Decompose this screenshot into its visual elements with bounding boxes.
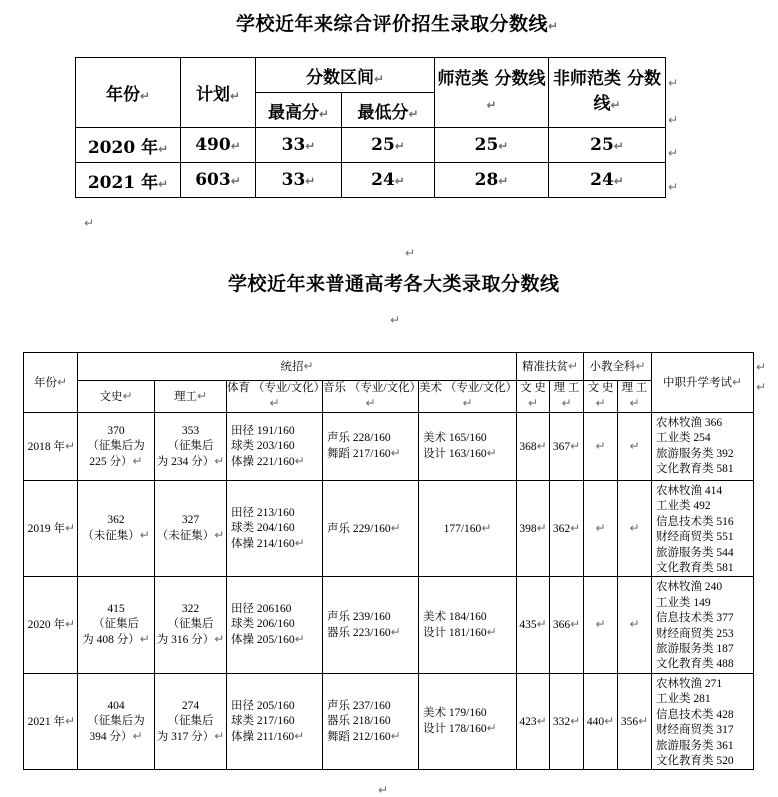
comprehensive-score-table [75,57,666,198]
cell-ligong: 327 （未征集）↵ [155,481,227,577]
header-xiaojiao: 小教全科↵ [584,353,652,381]
header-meishu: 美术 （专业/文化）↵ [419,381,517,413]
cell-jz-li: 366↵ [550,577,584,673]
cell-ligong: 322 （征集后 为 316 分）↵ [155,577,227,673]
cell-tiyu: 田径 213/160 球类 204/160 体操 214/160↵ [227,481,323,577]
cell-zhongzhi: 农林牧渔 271 工业类 281 信息技术类 428 财经商贸类 317 旅游服务类 361 文化教育类 520 [652,673,754,769]
cell-year: 2019 年↵ [24,481,78,577]
gaokao-score-table [23,352,754,770]
cell-xj-li: 356↵ [618,673,652,769]
header-year: 年份↵ [76,58,181,128]
header-tongzhao: 统招↵ [78,353,517,381]
cell-year: 2021 年↵ [24,673,78,769]
cell-meishu: 177/160↵ [419,481,517,577]
table-row [24,673,754,769]
cell-jz-wen: 423↵ [517,673,550,769]
header-xj-li: 理 工↵ [618,381,652,413]
cell-jz-li: 362↵ [550,481,584,577]
cell-xj-wen: ↵ [584,481,618,577]
cell-yinyue: 声乐 239/160 器乐 223/160↵ [323,577,419,673]
cell-xj-wen: 440↵ [584,673,618,769]
cell-xj-wen: ↵ [584,413,618,481]
header-tiyu: 体育 （专业/文化）↵ [227,381,323,413]
cell-wenshi: 362 （未征集）↵ [78,481,155,577]
cell-meishu: 美术 179/160 设计 178/160↵ [419,673,517,769]
cell-zhongzhi: 农林牧渔 366 工业类 254 旅游服务类 392 文化教育类 581 [652,413,754,481]
paragraph-mark: ↵ [84,216,95,230]
header-min-score: 最低分↵ [342,93,435,128]
cell-meishu: 美术 165/160 设计 163/160↵ [419,413,517,481]
header-nonnormal-line: 非师范类 分数线↵ [549,58,666,128]
header-jz-li: 理 工↵ [550,381,584,413]
cell-yinyue: 声乐 229/160↵ [323,481,419,577]
cell-zhongzhi: 农林牧渔 240 工业类 149 信息技术类 377 财经商贸类 253 旅游服务类 187 文化教育类 488 [652,577,754,673]
cell-ligong: 274 （征集后 为 317 分）↵ [155,673,227,769]
paragraph-mark: ↵ [668,180,679,194]
header-plan: 计划↵ [181,58,256,128]
cell-wenshi: 404 （征集后为 394 分）↵ [78,673,155,769]
header-normal-line: 师范类 分数线↵ [435,58,549,128]
header-xj-wen: 文 史↵ [584,381,618,413]
title-gaokao: 学校近年来普通高考各大类录取分数线 [228,273,560,295]
cell-ligong: 353 （征集后 为 234 分）↵ [155,413,227,481]
cell-xj-wen: ↵ [584,577,618,673]
paragraph-mark: ↵ [390,313,401,327]
table-row [24,481,754,577]
paragraph-mark: ↵ [405,246,416,260]
paragraph-mark: ↵ [668,113,679,127]
header-zhongzhi: 中职升学考试↵ [652,353,754,413]
title-comprehensive: 学校近年来综合评价招生录取分数线↵ [236,13,559,35]
cell-zhongzhi: 农林牧渔 414 工业类 492 信息技术类 516 财经商贸类 551 旅游服务类 544 文化教育类 581 [652,481,754,577]
header-jingzhun: 精准扶贫↵ [517,353,584,381]
cell-xj-li: ↵ [618,481,652,577]
paragraph-mark: ↵ [756,360,767,374]
header-year: 年份↵ [24,353,78,413]
header-ligong: 理工↵ [155,381,227,413]
cell-jz-wen: 435↵ [517,577,550,673]
header-max-score: 最高分↵ [256,93,342,128]
cell-year: 2018 年↵ [24,413,78,481]
header-score-range: 分数区间↵ [256,58,435,93]
cell-year: 2020 年↵ [24,577,78,673]
cell-tiyu: 田径 191/160 球类 203/160 体操 221/160↵ [227,413,323,481]
cell-tiyu: 田径 206160 球类 206/160 体操 205/160↵ [227,577,323,673]
cell-meishu: 美术 184/160 设计 181/160↵ [419,577,517,673]
header-yinyue: 音乐 （专业/文化）↵ [323,381,419,413]
paragraph-mark: ↵ [756,380,767,394]
table-row [24,577,754,673]
cell-tiyu: 田径 205/160 球类 217/160 体操 211/160↵ [227,673,323,769]
cell-xj-li: ↵ [618,413,652,481]
cell-jz-wen: 398↵ [517,481,550,577]
paragraph-mark: ↵ [668,76,679,90]
table-row: 2020 年↵ 490↵ 33↵ 25↵ 25↵ 25↵ [76,128,666,163]
paragraph-mark: ↵ [668,146,679,160]
header-jz-wen: 文 史↵ [517,381,550,413]
cell-yinyue: 声乐 237/160 器乐 218/160 舞蹈 212/160↵ [323,673,419,769]
cell-wenshi: 370 （征集后为 225 分）↵ [78,413,155,481]
header-wenshi: 文史↵ [78,381,155,413]
cell-jz-li: 332↵ [550,673,584,769]
paragraph-mark: ↵ [378,783,389,797]
cell-wenshi: 415 （征集后 为 408 分）↵ [78,577,155,673]
table-row [24,413,754,481]
cell-yinyue: 声乐 228/160 舞蹈 217/160↵ [323,413,419,481]
cell-jz-li: 367↵ [550,413,584,481]
table-row: 2021 年↵ 603↵ 33↵ 24↵ 28↵ 24↵ [76,163,666,198]
cell-jz-wen: 368↵ [517,413,550,481]
cell-xj-li: ↵ [618,577,652,673]
